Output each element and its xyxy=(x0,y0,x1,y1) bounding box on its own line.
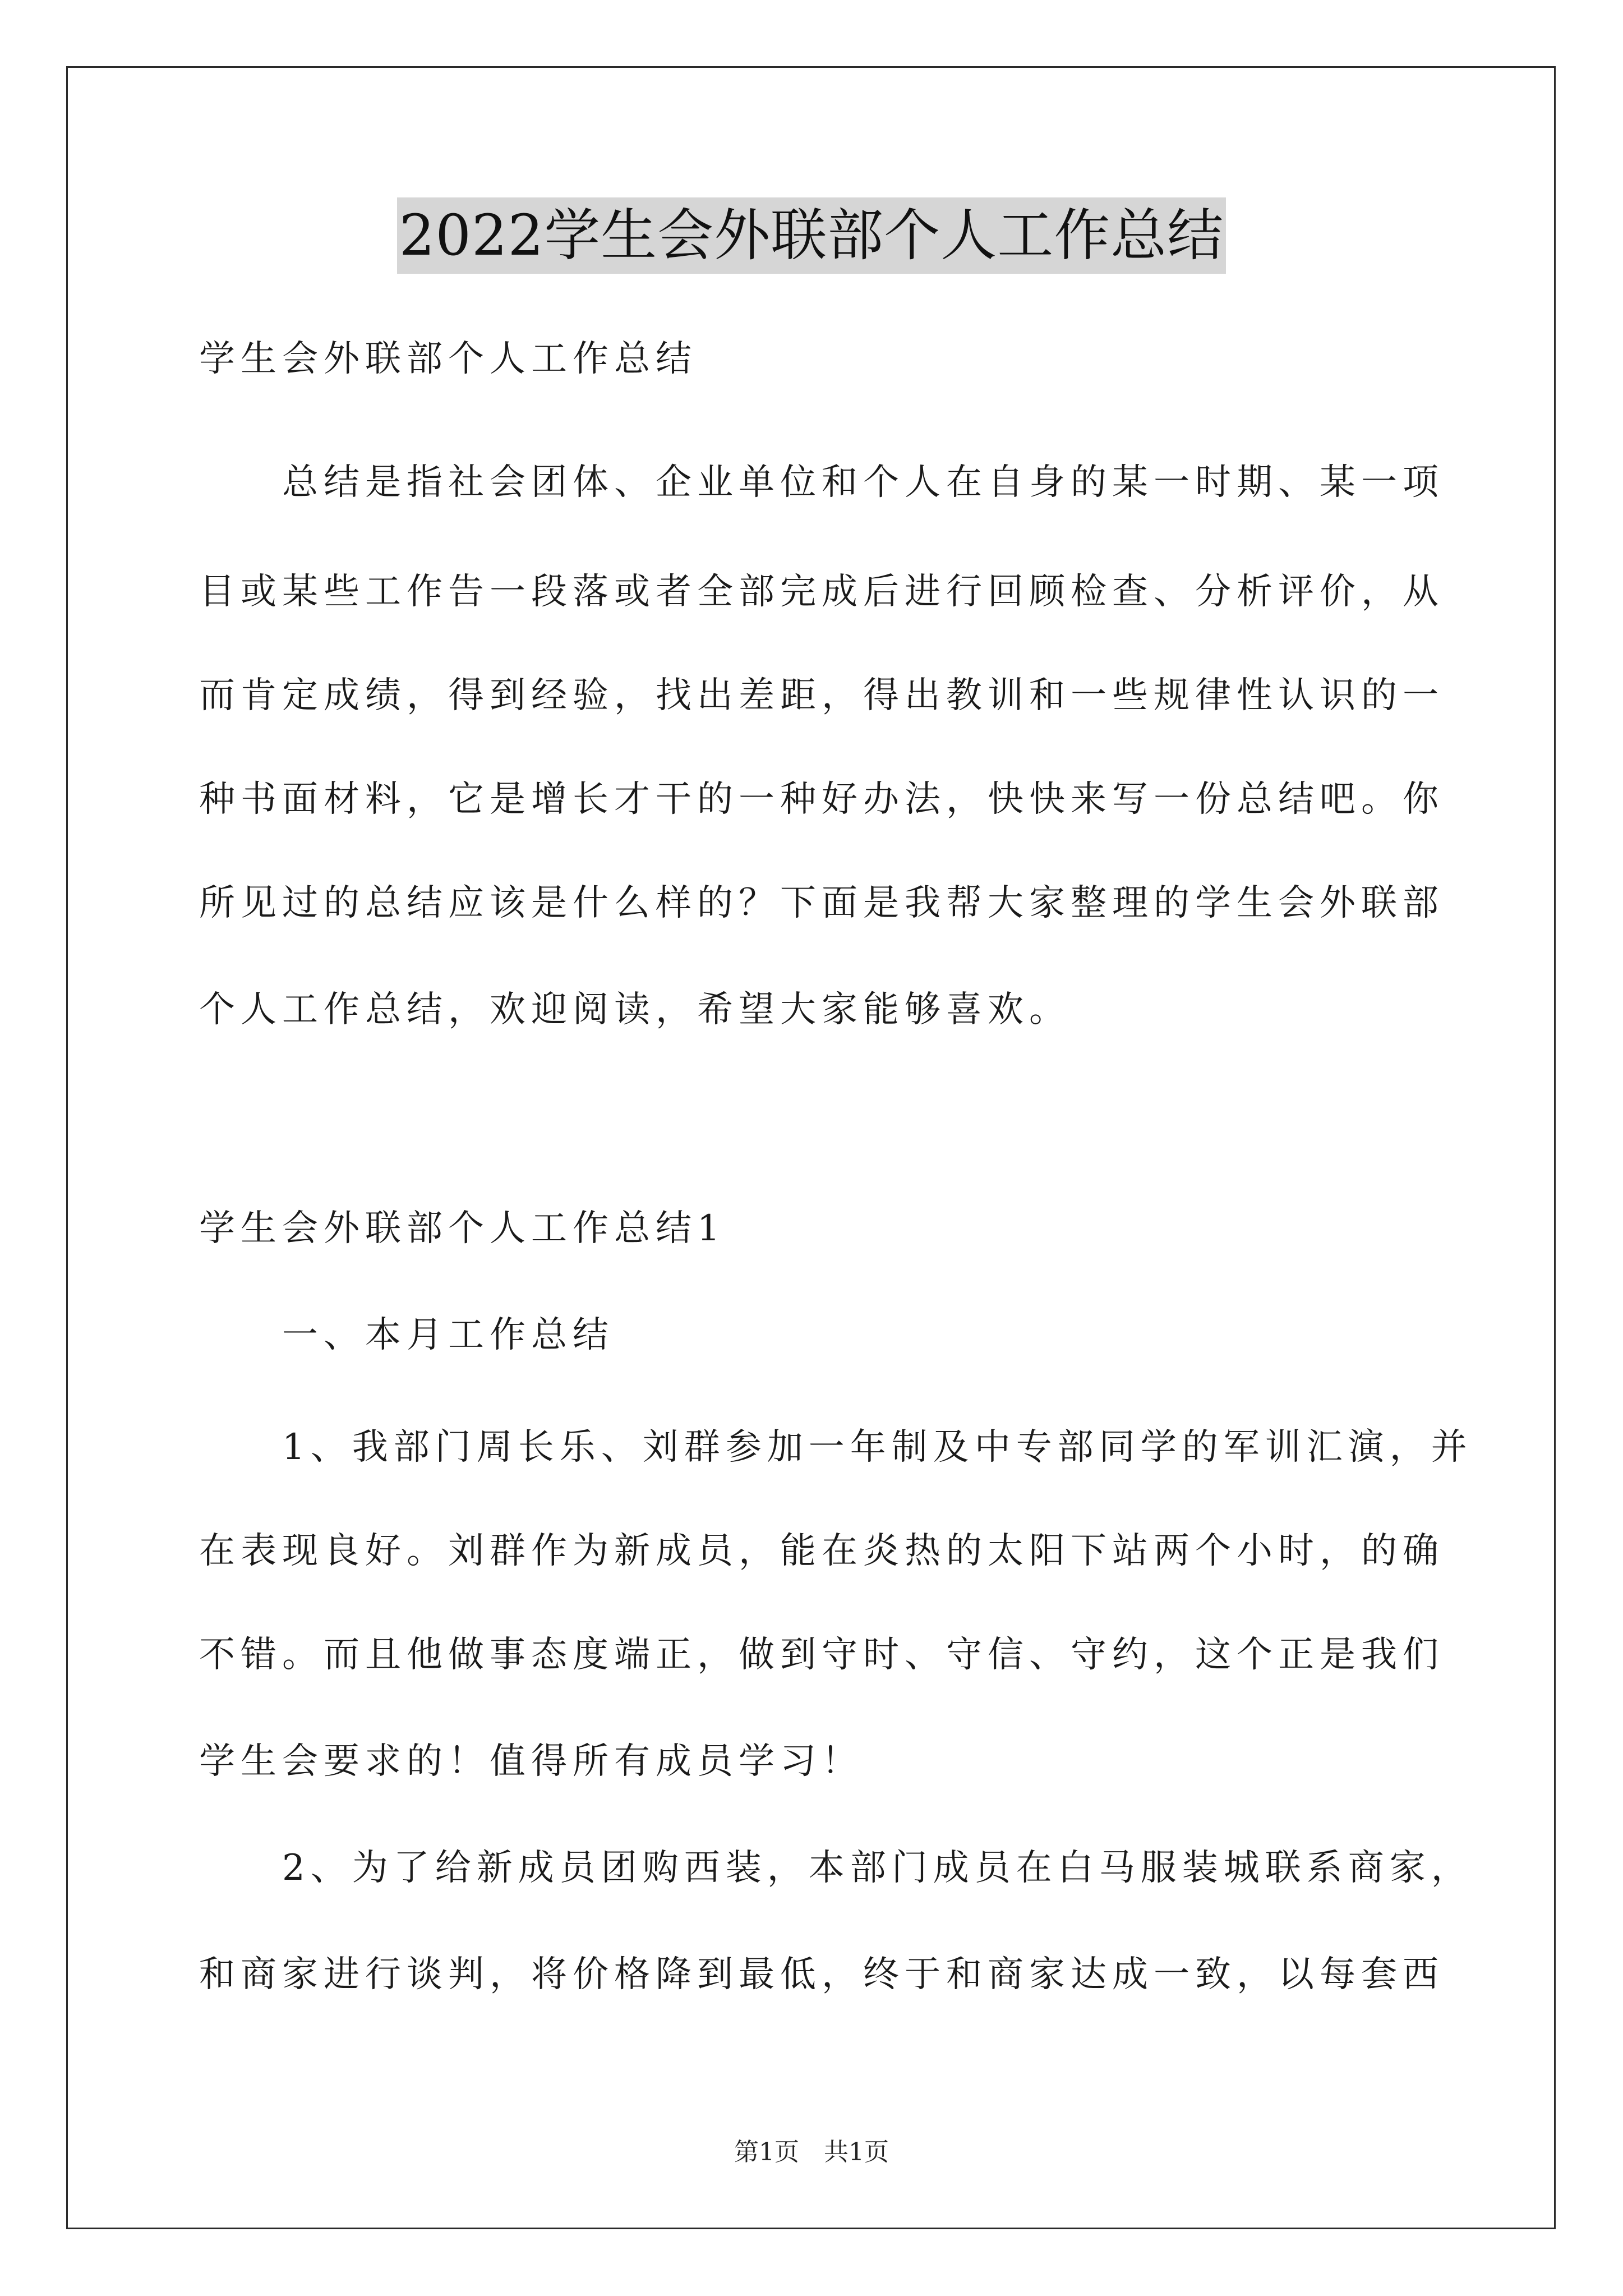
subtitle-line: 学生会外联部个人工作总结 xyxy=(199,338,697,380)
paragraph-line: 总结是指社会团体、企业单位和个人在自身的某一时期、某一项 xyxy=(199,462,1444,503)
page-footer: 第1页 共1页 xyxy=(734,2138,889,2166)
paragraph-line: 所见过的总结应该是什么样的？下面是我帮大家整理的学生会外联部 xyxy=(199,882,1444,924)
section-heading: 学生会外联部个人工作总结1 xyxy=(199,1208,726,1249)
paragraph-line: 学生会要求的！值得所有成员学习！ xyxy=(199,1741,863,1782)
document-title: 2022学生会外联部个人工作总结 xyxy=(397,197,1227,274)
paragraph-line: 1、我部门周长乐、刘群参加一年制及中专部同学的军训汇演，并 xyxy=(199,1427,1473,1468)
subsection-heading: 一、本月工作总结 xyxy=(199,1314,614,1356)
title-container xyxy=(0,197,1623,274)
paragraph-line: 和商家进行谈判，将价格降到最低，终于和商家达成一致，以每套西 xyxy=(199,1954,1444,1995)
paragraph-line: 目或某些工作告一段落或者全部完成后进行回顾检查、分析评价，从 xyxy=(199,571,1444,613)
paragraph-line: 在表现良好。刘群作为新成员，能在炎热的太阳下站两个小时，的确 xyxy=(199,1530,1444,1572)
paragraph-line: 而肯定成绩，得到经验，找出差距，得出教训和一些规律性认识的一 xyxy=(199,675,1444,716)
page-border xyxy=(66,66,1556,2229)
paragraph-line: 不错。而且他做事态度端正，做到守时、守信、守约，这个正是我们 xyxy=(199,1634,1444,1676)
paragraph-line: 2、为了给新成员团购西装，本部门成员在白马服装城联系商家， xyxy=(199,1847,1473,1889)
paragraph-line: 个人工作总结，欢迎阅读，希望大家能够喜欢。 xyxy=(199,989,1071,1030)
paragraph-line: 种书面材料，它是增长才干的一种好办法，快快来写一份总结吧。你 xyxy=(199,779,1444,820)
